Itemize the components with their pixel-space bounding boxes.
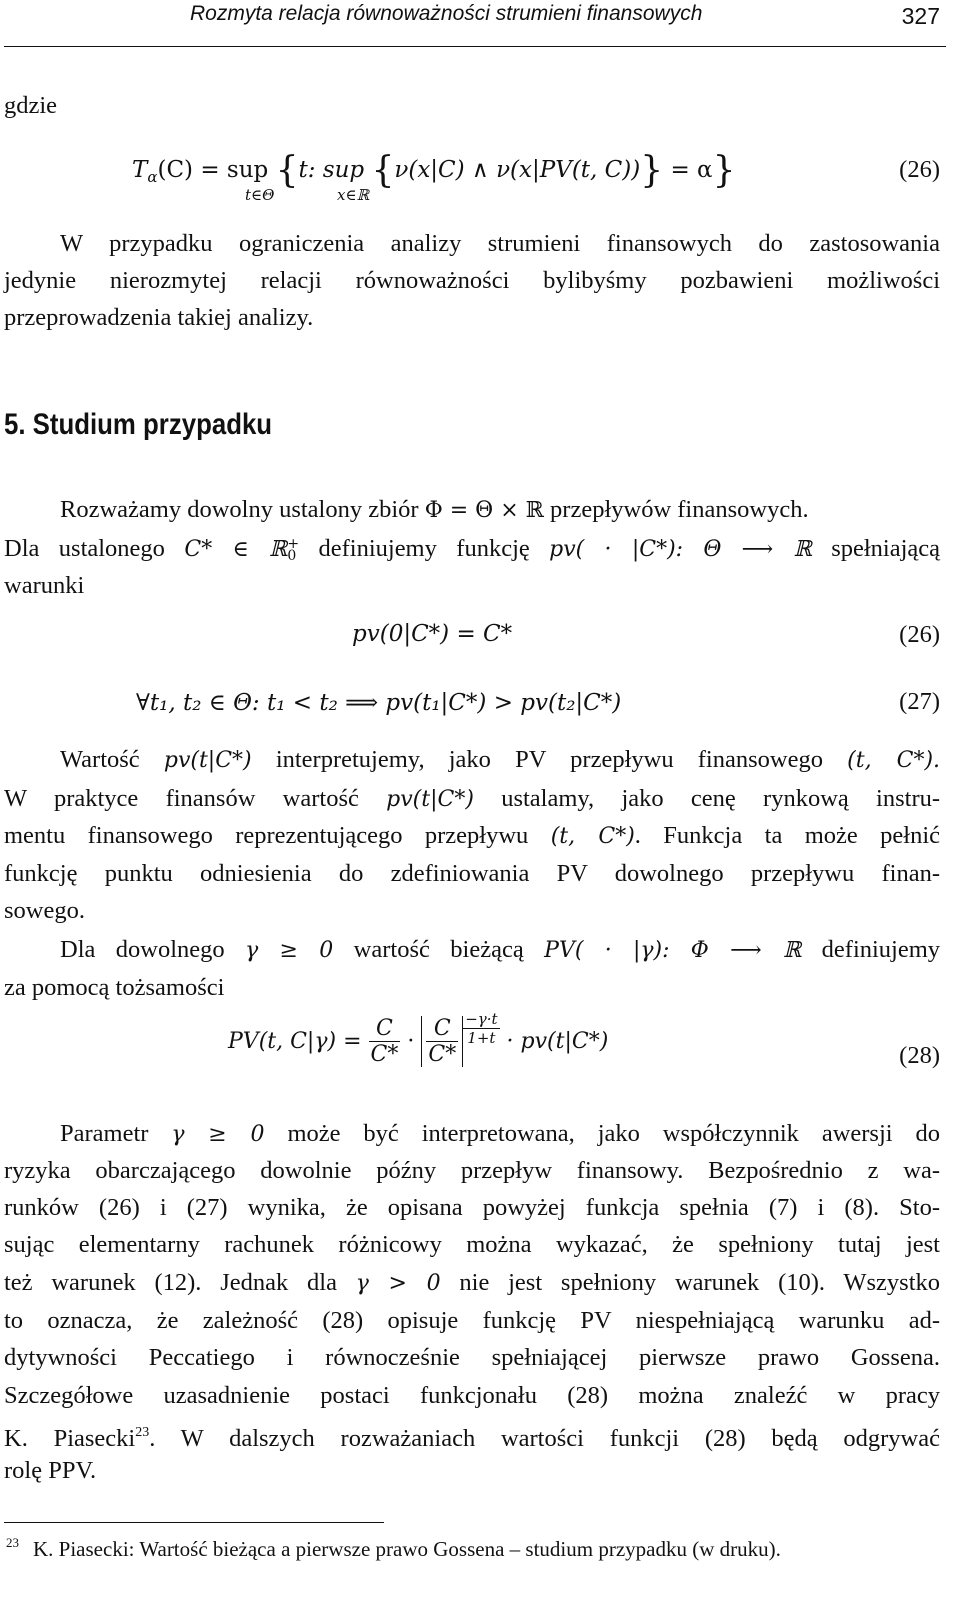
- paragraph-line: jedynie nierozmytej relacji równoważności bylibyśmy pozbawieni możliwości: [4, 267, 940, 294]
- text-gdzie: gdzie: [4, 92, 58, 119]
- paragraph-line: W praktyce finansów wartość pv(t|C*) ustalamy, jako cenę rynkową instru-: [4, 785, 941, 812]
- section-heading: 5. Studium przypadku: [4, 408, 273, 441]
- paragraph-line: sując elementarny rachunek różnicowy można wykazać, że spełniony tutaj jest: [4, 1231, 940, 1258]
- equation-26b: pv(0|C*) = C*: [352, 621, 513, 647]
- paragraph-line: Dla ustalonego C* ∈ ℝ + 0 definiujemy funkcję pv( · |C*): Θ ⟶ ℝ spełniającą: [4, 535, 941, 564]
- paragraph-line: za pomocą tożsamości: [4, 974, 225, 1001]
- paragraph-line: mentu finansowego reprezentującego przepływu (t, C*). Funkcja ta może pełnić: [4, 822, 941, 849]
- paragraph-line: to oznacza, że zależność (28) opisuje funkcję PV niespełniającą warunku ad-: [4, 1307, 940, 1334]
- footnote-rule: [4, 1522, 384, 1523]
- equation-26a: $T_\alpha(C)$ = sup {t: sup {ν(x|C) ∧ ν(x|PV(t, C))} = α}: [132, 150, 736, 191]
- paragraph-line: Parametr γ ≥ 0 może być interpretowana, jako współczynnik awersji do: [60, 1120, 940, 1147]
- paragraph-line: Szczegółowe uzasadnienie postaci funkcjonału (28) można znaleźć w pracy: [4, 1382, 940, 1409]
- eq26a-subscript-t: t∈Θ: [245, 186, 275, 204]
- equation-27: ∀t₁, t₂ ∈ Θ: t₁ < t₂ ⟹ pv(t₁|C*) > pv(t₂|C*): [136, 690, 622, 716]
- equation-number-26b: (26): [899, 621, 940, 648]
- paragraph-line: też warunek (12). Jednak dla γ > 0 nie jest spełniony warunek (10). Wszystko: [4, 1269, 940, 1296]
- footnote: $^{23}$ K. Piasecki: Wartość bieżąca a pierwsze prawo Gossena – studium przypadku (w druku).: [6, 1535, 781, 1561]
- page-number: 327: [901, 3, 940, 29]
- eq26a-subscript-x: x∈ℝ: [337, 186, 370, 204]
- paragraph-line: Dla dowolnego γ ≥ 0 wartość bieżącą PV( · |γ): Φ ⟶ ℝ definiujemy: [60, 936, 941, 963]
- equation-28: PV(t, C|γ) = $\frac{C}{C*}$ · $\frac{C}{C*}$ $\frac{-\gamma\cdot t}{1+t}$ · pv(t|C*): [228, 1010, 609, 1067]
- running-header-title: Rozmyta relacja równoważności strumieni finansowych: [190, 2, 703, 25]
- equation-number-27: (27): [899, 688, 940, 715]
- paragraph-line: funkcję punktu odniesienia do zdefiniowania PV dowolnego przepływu finan-: [4, 860, 940, 887]
- paragraph-line: warunki: [4, 572, 85, 599]
- header-rule: [4, 46, 946, 47]
- paragraph-line: K. Piasecki$^{23}$. W dalszych rozważaniach wartości funkcji (28) będą odgrywać: [4, 1425, 940, 1452]
- equation-number-26a: (26): [899, 156, 940, 183]
- footnote-reference: 23: [135, 1425, 150, 1440]
- paragraph-line: ryzyka obarczającego dowolnie późny przepływ finansowy. Bezpośrednio z wa-: [4, 1157, 940, 1184]
- paragraph-line: sowego.: [4, 897, 85, 924]
- paragraph-line: dytywności Peccatiego i równocześnie spełniającej pierwsze prawo Gossena.: [4, 1344, 940, 1371]
- paragraph-line: W przypadku ograniczenia analizy strumieni finansowych do zastosowania: [60, 230, 940, 257]
- paragraph-line: rolę PPV.: [4, 1457, 97, 1484]
- paragraph-line: Rozważamy dowolny ustalony zbiór Φ = Θ × ℝ przepływów finansowych.: [60, 496, 809, 523]
- paragraph-line: Wartość pv(t|C*) interpretujemy, jako PV przepływu finansowego (t, C*).: [60, 746, 941, 773]
- equation-number-28: (28): [899, 1042, 940, 1069]
- paragraph-line: runków (26) i (27) wynika, że opisana powyżej funkcja spełnia (7) i (8). Sto-: [4, 1194, 940, 1221]
- paragraph-line: przeprowadzenia takiej analizy.: [4, 304, 314, 331]
